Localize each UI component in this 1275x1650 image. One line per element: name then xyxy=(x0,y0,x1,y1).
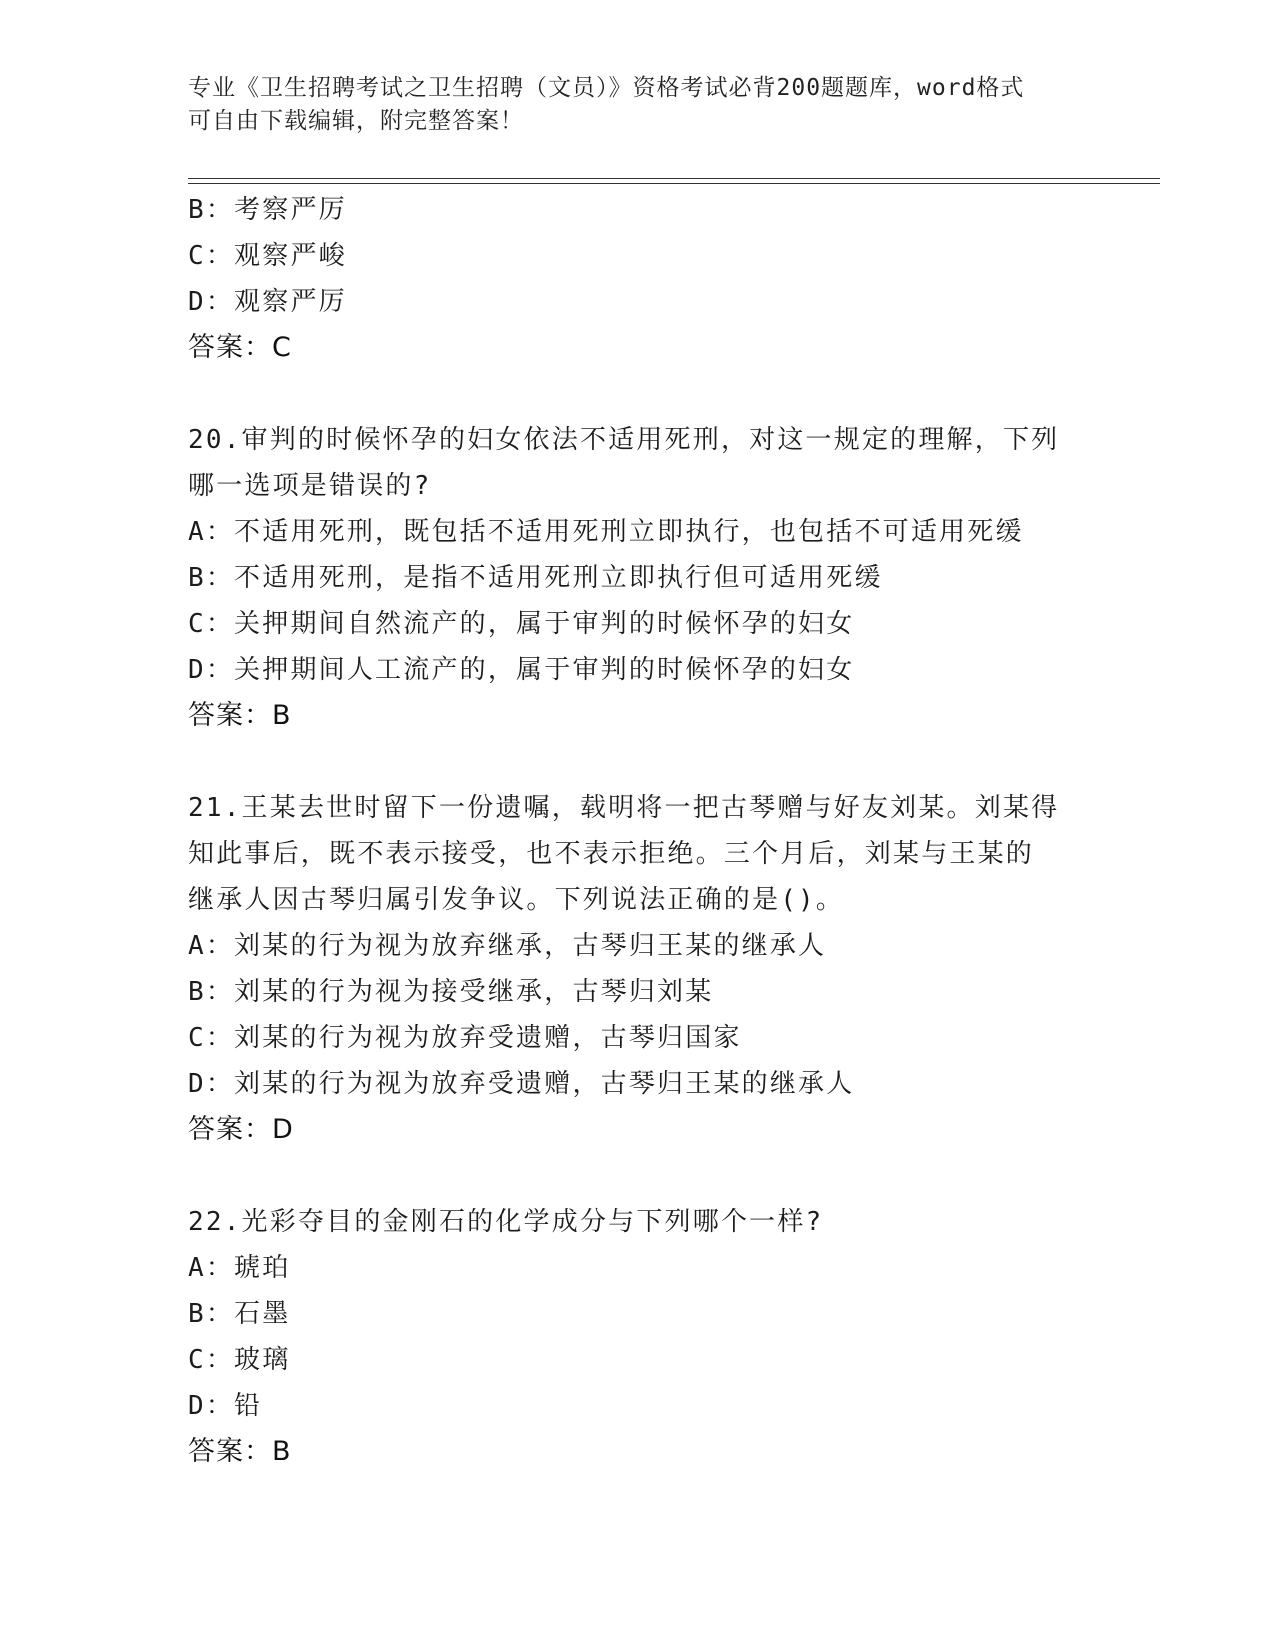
answer-line: 答案：B xyxy=(188,700,292,731)
header-line-2: 可自由下载编辑，附完整答案！ xyxy=(188,108,524,134)
question-text-line-3: 继承人因古琴归属引发争议。下列说法正确的是()。 xyxy=(188,885,845,915)
option-b: B：不适用死刑，是指不适用死刑立即执行但可适用死缓 xyxy=(188,563,883,593)
answer-line: 答案：B xyxy=(188,1436,292,1467)
header-divider-bottom xyxy=(188,183,1160,184)
option-a: A：不适用死刑，既包括不适用死刑立即执行，也包括不可适用死缓 xyxy=(188,517,1024,547)
option-c: C：玻璃 xyxy=(188,1345,291,1375)
question-22 xyxy=(188,1199,1088,1475)
option-b: B：考察严厉 xyxy=(188,195,347,225)
option-c: C：关押期间自然流产的，属于审判的时候怀孕的妇女 xyxy=(188,609,855,639)
question-19-continued xyxy=(188,187,1088,371)
option-d: D：刘某的行为视为放弃受遗赠，古琴归王某的继承人 xyxy=(188,1069,855,1099)
option-b: B：石墨 xyxy=(188,1299,291,1329)
question-text-line-1: 20.审判的时候怀孕的妇女依法不适用死刑，对这一规定的理解，下列 xyxy=(188,425,1060,455)
header-line-1: 专业《卫生招聘考试之卫生招聘（文员）》资格考试必背200题题库，word格式 xyxy=(188,75,1025,101)
answer-line: 答案：D xyxy=(188,1114,294,1145)
question-text-line-1: 21.王某去世时留下一份遗嘱，载明将一把古琴赠与好友刘某。刘某得 xyxy=(188,793,1060,823)
question-text-line-2: 哪一选项是错误的? xyxy=(188,471,432,501)
question-text-line-2: 知此事后，既不表示接受，也不表示拒绝。三个月后，刘某与王某的 xyxy=(188,839,1035,869)
option-c: C：观察严峻 xyxy=(188,241,347,271)
header-divider-top xyxy=(188,178,1160,179)
answer-line: 答案：C xyxy=(188,332,292,363)
question-21 xyxy=(188,785,1088,1153)
option-d: D：铅 xyxy=(188,1391,263,1421)
question-text-line-1: 22.光彩夺目的金刚石的化学成分与下列哪个一样? xyxy=(188,1207,824,1237)
question-20 xyxy=(188,417,1088,739)
option-b: B：刘某的行为视为接受继承，古琴归刘某 xyxy=(188,977,714,1007)
option-d: D：关押期间人工流产的，属于审判的时候怀孕的妇女 xyxy=(188,655,855,685)
document-header xyxy=(188,72,1088,138)
spacer xyxy=(188,371,1088,417)
option-d: D：观察严厉 xyxy=(188,287,347,317)
spacer xyxy=(188,1153,1088,1199)
spacer xyxy=(188,739,1088,785)
option-a: A：刘某的行为视为放弃继承，古琴归王某的继承人 xyxy=(188,931,827,961)
option-c: C：刘某的行为视为放弃受遗赠，古琴归国家 xyxy=(188,1023,742,1053)
question-list xyxy=(188,187,1088,1475)
option-a: A：琥珀 xyxy=(188,1253,291,1283)
